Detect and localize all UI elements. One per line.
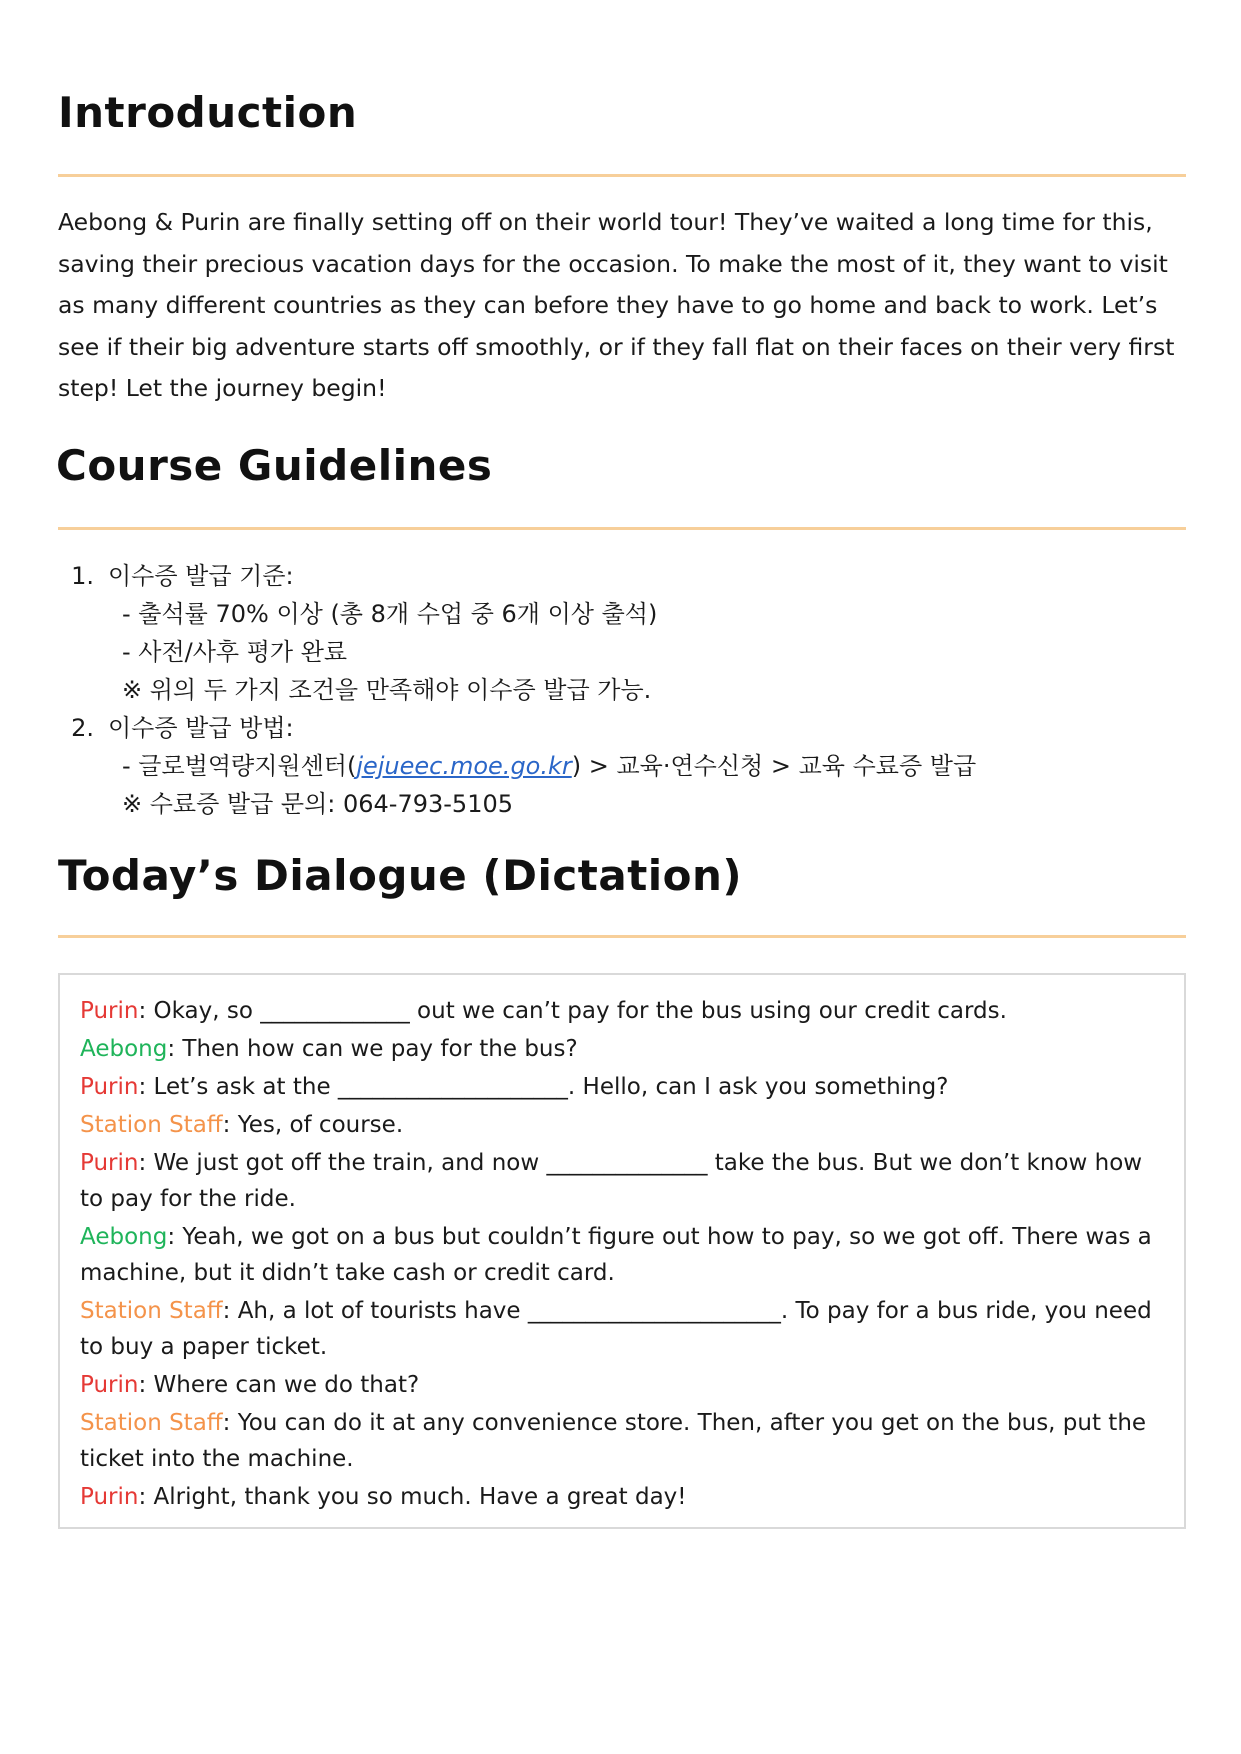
dialogue-line xyxy=(80,993,1164,1029)
speaker-name: Station Staff xyxy=(80,1112,223,1138)
guideline-line: - 사전/사후 평가 완료 xyxy=(122,638,348,666)
speaker-name: Station Staff xyxy=(80,1410,223,1436)
guidelines-divider xyxy=(58,527,1186,530)
guidelines-title: Course Guidelines xyxy=(56,441,493,490)
guideline-number: 2. xyxy=(71,714,94,742)
dialogue-title: Today’s Dialogue (Dictation) xyxy=(58,851,743,900)
dialogue-text: : Yes, of course. xyxy=(222,1112,404,1138)
dialogue-text: : Where can we do that? xyxy=(138,1372,420,1398)
dialogue-text: : You can do it at any convenience store. Then, after you get on the bus, put the ticket into the machine. xyxy=(80,1410,1147,1472)
guidelines-list xyxy=(58,557,1186,823)
dialogue-line xyxy=(80,1219,1164,1291)
dialogue-text: : Let’s ask at the ____________________. Hello, can I ask you something? xyxy=(138,1074,949,1100)
introduction-divider xyxy=(58,174,1186,177)
speaker-name: Purin xyxy=(80,998,139,1024)
dialogue-text: : Ah, a lot of tourists have ______________________. To pay for a bus ride, you need to buy a paper ticket. xyxy=(80,1298,1152,1360)
introduction-text: Aebong & Purin are finally setting off on their world tour! They’ve waited a long time for this, saving their precious vacation days for the occasion. To make the most of it, they want to visit as many different countries as they can before they have to go home and back to work. Let’s see if their big adventure starts off smoothly, or if they fall flat on their faces on their very first step! Let the journey begin! xyxy=(58,208,1175,402)
speaker-name: Purin xyxy=(80,1372,139,1398)
dialogue-text: : We just got off the train, and now ______________ take the bus. But we don’t know how to pay for the ride. xyxy=(80,1150,1143,1212)
dialogue-line xyxy=(80,1107,1164,1143)
dialogue-divider xyxy=(58,935,1186,938)
speaker-name: Station Staff xyxy=(80,1298,223,1324)
dialogue-line xyxy=(80,1031,1164,1067)
speaker-name: Purin xyxy=(80,1150,139,1176)
guideline-heading: 이수증 발급 방법: xyxy=(108,714,294,742)
dialogue-line xyxy=(80,1293,1164,1365)
guideline-line-prefix: - 글로벌역량지원센터( xyxy=(122,752,357,780)
dialogue-line xyxy=(80,1367,1164,1403)
dialogue-line xyxy=(80,1145,1164,1217)
speaker-name: Aebong xyxy=(80,1224,168,1250)
dialogue-text: : Okay, so _____________ out we can’t pay for the bus using our credit cards. xyxy=(138,998,1007,1024)
guideline-note: ※ 수료증 발급 문의: 064-793-5105 xyxy=(122,790,514,818)
guideline-line-suffix: ) > 교육·연수신청 > 교육 수료증 발급 xyxy=(571,752,977,780)
guideline-item-2 xyxy=(58,709,1186,747)
dialogue-line xyxy=(80,1479,1164,1515)
dialogue-text: : Then how can we pay for the bus? xyxy=(167,1036,578,1062)
guideline-heading: 이수증 발급 기준: xyxy=(108,562,294,590)
guideline-number: 1. xyxy=(71,562,94,590)
guideline-line: ※ 위의 두 가지 조건을 만족해야 이수증 발급 가능. xyxy=(122,676,652,704)
dialogue-line xyxy=(80,1069,1164,1105)
speaker-name: Purin xyxy=(80,1484,139,1510)
speaker-name: Purin xyxy=(80,1074,139,1100)
dialogue-text: : Alright, thank you so much. Have a great day! xyxy=(138,1484,687,1510)
guideline-line xyxy=(58,747,1186,785)
dialogue-line xyxy=(80,1405,1164,1477)
introduction-title: Introduction xyxy=(58,88,358,137)
speaker-name: Aebong xyxy=(80,1036,168,1062)
dialogue-text: : Yeah, we got on a bus but couldn’t figure out how to pay, so we got off. There was a machine, but it didn’t take cash or credit card. xyxy=(80,1224,1152,1286)
guideline-line: - 출석률 70% 이상 (총 8개 수업 중 6개 이상 출석) xyxy=(122,600,658,628)
center-website-link[interactable]: jejueec.moe.go.kr xyxy=(356,752,572,780)
guideline-item-1 xyxy=(58,557,1186,595)
dialogue-box xyxy=(58,973,1186,1529)
